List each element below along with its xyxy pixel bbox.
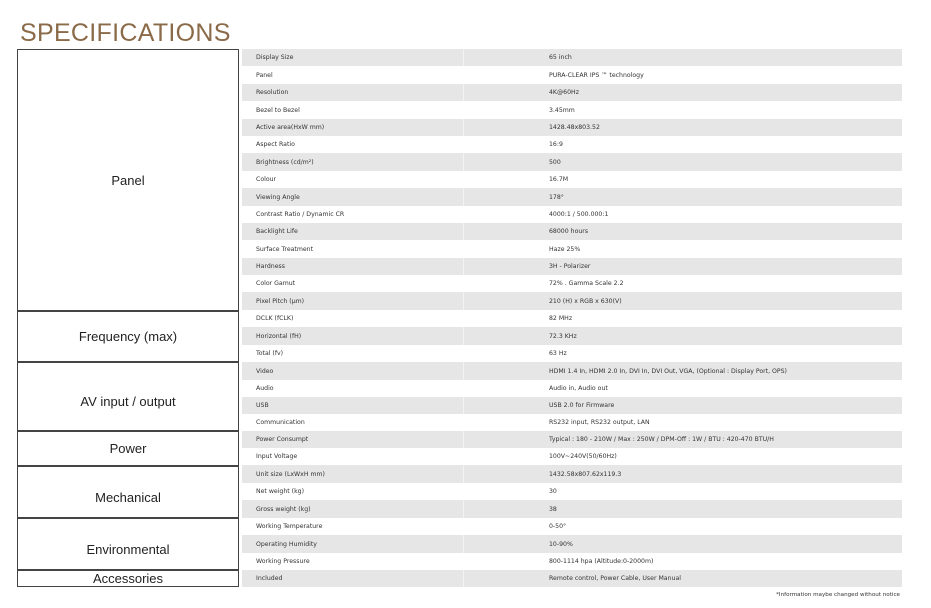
spec-label: USB bbox=[256, 402, 269, 409]
category-mechanical: Mechanical bbox=[17, 466, 239, 518]
spec-row bbox=[242, 84, 902, 101]
spec-label: Total (fv) bbox=[256, 350, 284, 357]
category-environmental: Environmental bbox=[17, 518, 239, 570]
spec-label: Color Gamut bbox=[256, 280, 296, 287]
spec-label: Colour bbox=[256, 176, 277, 183]
spec-row bbox=[242, 553, 902, 570]
spec-row bbox=[242, 49, 902, 66]
spec-value: 100V~240V(50/60Hz) bbox=[549, 453, 617, 460]
spec-value: 30 bbox=[549, 488, 557, 495]
spec-value: HDMI 1.4 In, HDMI 2.0 In, DVI In, DVI Out, VGA, (Optional : Display Port, OPS) bbox=[549, 367, 787, 375]
spec-value: 210 (H) x RGB x 630(V) bbox=[549, 297, 622, 305]
spec-value: 72% . Gamma Scale 2.2 bbox=[549, 280, 624, 287]
page-title: SPECIFICATIONS bbox=[20, 19, 231, 47]
spec-value: 178° bbox=[549, 193, 564, 201]
spec-value: 3H - Polarizer bbox=[549, 263, 591, 270]
spec-label: Pixel Pitch (µm) bbox=[256, 297, 305, 305]
spec-row bbox=[242, 414, 902, 431]
spec-row bbox=[242, 153, 902, 171]
spec-row bbox=[242, 500, 902, 518]
spec-label: Audio bbox=[256, 385, 274, 392]
spec-value: 4000:1 / 500.000:1 bbox=[549, 211, 609, 218]
spec-value: 1432.58x807.62x119.3 bbox=[549, 470, 622, 478]
spec-label: Bezel to Bezel bbox=[256, 106, 300, 114]
spec-label: Brightness (cd/m²) bbox=[256, 158, 314, 166]
spec-value: 68000 hours bbox=[549, 228, 589, 235]
spec-label: Surface Treatment bbox=[256, 245, 314, 253]
spec-label: Included bbox=[256, 575, 283, 582]
spec-row bbox=[242, 292, 902, 310]
spec-label: Working Pressure bbox=[256, 558, 310, 565]
spec-value: Typical : 180 - 210W / Max : 250W / DPM-Off : 1W / BTU : 420-470 BTU/H bbox=[549, 436, 774, 443]
spec-row bbox=[242, 448, 902, 465]
spec-label: Unit size (LxWxH mm) bbox=[256, 470, 325, 478]
spec-label: Communication bbox=[256, 419, 305, 426]
spec-row bbox=[242, 535, 902, 553]
category-av-input-output: AV input / output bbox=[17, 362, 239, 431]
spec-label: Operating Humidity bbox=[256, 540, 317, 548]
category-accessories: Accessories bbox=[17, 570, 239, 587]
spec-value: 16:9 bbox=[549, 141, 563, 148]
spec-label: Panel bbox=[256, 71, 273, 79]
spec-row bbox=[242, 327, 902, 345]
spec-label: Input Voltage bbox=[256, 453, 298, 460]
spec-row bbox=[242, 362, 902, 380]
disclaimer-note: *Information maybe changed without notice bbox=[776, 592, 900, 598]
spec-row bbox=[242, 431, 902, 448]
spec-label: Resolution bbox=[256, 89, 289, 96]
spec-value: 4K@60Hz bbox=[549, 89, 579, 96]
spec-value: PURA-CLEAR IPS ™ technology bbox=[549, 71, 644, 79]
spec-value: 82 MHz bbox=[549, 315, 573, 322]
spec-label: Aspect Ratio bbox=[256, 141, 295, 148]
spec-label: Backlight Life bbox=[256, 228, 298, 235]
spec-row bbox=[242, 483, 902, 500]
spec-value: 1428.48x803.52 bbox=[549, 124, 600, 131]
spec-row bbox=[242, 345, 902, 362]
spec-row bbox=[242, 136, 902, 153]
spec-row bbox=[242, 397, 902, 414]
category-frequency: Frequency (max) bbox=[17, 311, 239, 362]
spec-row bbox=[242, 223, 902, 240]
spec-value: 500 bbox=[549, 158, 561, 166]
category-power: Power bbox=[17, 431, 239, 466]
spec-value: 0-50° bbox=[549, 523, 567, 530]
spec-label: Contrast Ratio / Dynamic CR bbox=[256, 211, 345, 218]
spec-value: 65 inch bbox=[549, 54, 572, 61]
spec-value: RS232 input, RS232 output, LAN bbox=[549, 419, 650, 426]
spec-row bbox=[242, 570, 902, 587]
spec-row bbox=[242, 66, 902, 84]
spec-value: 3.45mm bbox=[549, 106, 575, 114]
spec-value: 63 Hz bbox=[549, 350, 567, 357]
spec-row bbox=[242, 258, 902, 275]
spec-row bbox=[242, 240, 902, 258]
spec-row bbox=[242, 119, 902, 136]
spec-value: Audio in, Audio out bbox=[549, 385, 608, 392]
spec-label: DCLK (fCLK) bbox=[256, 315, 294, 322]
spec-label: Net weight (kg) bbox=[256, 488, 304, 495]
spec-row bbox=[242, 275, 902, 292]
spec-label: Viewing Angle bbox=[256, 193, 300, 201]
spec-label: Active area(HxW mm) bbox=[256, 124, 325, 131]
spec-label: Video bbox=[256, 367, 274, 375]
spec-label: Power Consumpt bbox=[256, 436, 309, 443]
spec-label: Hardness bbox=[256, 263, 285, 270]
spec-label: Display Size bbox=[256, 54, 294, 61]
spec-value: 10-90% bbox=[549, 540, 573, 548]
spec-row bbox=[242, 101, 902, 119]
spec-value: Haze 25% bbox=[549, 245, 581, 253]
spec-value: 16.7M bbox=[549, 176, 569, 183]
spec-label: Horizontal (fH) bbox=[256, 332, 302, 340]
spec-value: USB 2.0 for Firmware bbox=[549, 402, 615, 409]
spec-row bbox=[242, 171, 902, 188]
category-panel: Panel bbox=[17, 49, 239, 311]
spec-label: Working Temperature bbox=[256, 523, 323, 530]
spec-row bbox=[242, 310, 902, 327]
spec-row bbox=[242, 465, 902, 483]
spec-value: 38 bbox=[549, 505, 557, 513]
spec-row bbox=[242, 380, 902, 397]
spec-row bbox=[242, 518, 902, 535]
spec-row bbox=[242, 188, 902, 206]
spec-row bbox=[242, 206, 902, 223]
spec-value: 800-1114 hpa (Altitude:0-2000m) bbox=[549, 558, 654, 565]
spec-label: Gross weight (kg) bbox=[256, 505, 311, 513]
spec-value: 72.3 KHz bbox=[549, 332, 577, 340]
spec-value: Remote control, Power Cable, User Manual bbox=[549, 575, 681, 582]
